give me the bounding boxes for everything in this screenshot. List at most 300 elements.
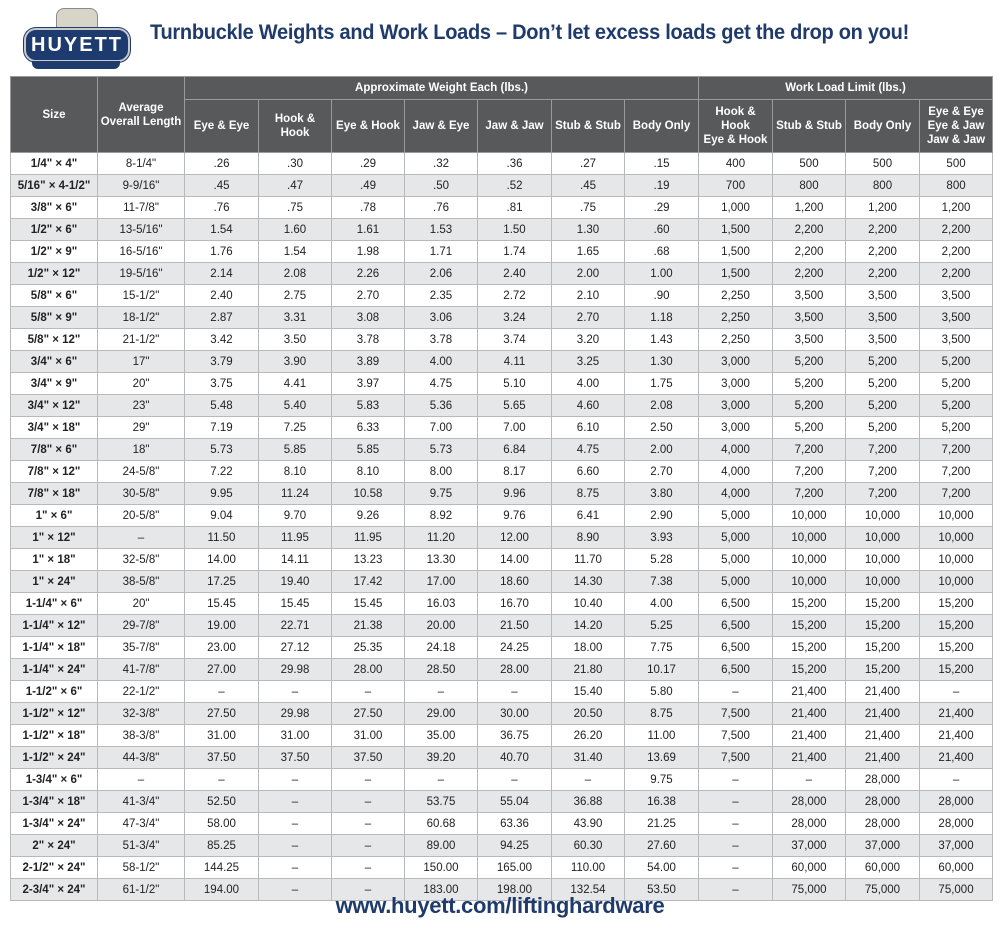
wll-cell: 5,200 — [846, 373, 920, 395]
table-row — [11, 769, 993, 791]
size-cell: 1-1/2" × 24" — [11, 747, 98, 769]
table-row — [11, 791, 993, 813]
weight-cell: 11.00 — [625, 725, 699, 747]
wll-cell: 10,000 — [920, 527, 993, 549]
size-cell: 7/8" × 6" — [11, 439, 98, 461]
weight-cell: 4.00 — [552, 373, 625, 395]
weight-cell: .19 — [625, 175, 699, 197]
weight-cell: – — [185, 769, 259, 791]
wll-cell: 21,400 — [846, 725, 920, 747]
weight-cell: 1.54 — [259, 241, 332, 263]
wll-cell: – — [699, 813, 773, 835]
length-cell: 41-7/8" — [98, 659, 185, 681]
wll-cell: 7,200 — [920, 461, 993, 483]
weight-cell: 5.65 — [478, 395, 552, 417]
weight-cell: 9.26 — [332, 505, 405, 527]
weight-cell: 94.25 — [478, 835, 552, 857]
weight-cell: 12.00 — [478, 527, 552, 549]
weight-cell: .27 — [552, 153, 625, 175]
wll-cell: – — [773, 769, 846, 791]
weight-cell: 54.00 — [625, 857, 699, 879]
wll-cell: 400 — [699, 153, 773, 175]
table-row — [11, 351, 993, 373]
wll-cell: 15,200 — [773, 659, 846, 681]
wll-cell: 2,200 — [773, 241, 846, 263]
wll-cell: 7,500 — [699, 725, 773, 747]
weight-cell: 2.08 — [259, 263, 332, 285]
weight-cell: .81 — [478, 197, 552, 219]
weight-cell: 3.93 — [625, 527, 699, 549]
weight-cell: 2.26 — [332, 263, 405, 285]
weight-cell: 4.75 — [552, 439, 625, 461]
wll-cell: 2,200 — [920, 263, 993, 285]
wll-cell: 21,400 — [920, 725, 993, 747]
weight-cell: 35.00 — [405, 725, 478, 747]
weight-cell: 183.00 — [405, 879, 478, 901]
weight-cell: 1.65 — [552, 241, 625, 263]
weight-cell: 1.50 — [478, 219, 552, 241]
weight-cell: 27.00 — [185, 659, 259, 681]
weight-cell: .90 — [625, 285, 699, 307]
weight-cell: 6.10 — [552, 417, 625, 439]
length-cell: 22-1/2" — [98, 681, 185, 703]
wll-cell: 3,000 — [699, 351, 773, 373]
header-weight-jaw-jaw: Jaw & Jaw — [478, 100, 552, 153]
length-cell: 18" — [98, 439, 185, 461]
size-cell: 1-1/4" × 24" — [11, 659, 98, 681]
wll-cell: 5,000 — [699, 571, 773, 593]
weight-cell: 3.97 — [332, 373, 405, 395]
weight-cell: 1.53 — [405, 219, 478, 241]
table-row — [11, 175, 993, 197]
weight-cell: – — [478, 769, 552, 791]
weight-cell: 1.71 — [405, 241, 478, 263]
weight-cell: 150.00 — [405, 857, 478, 879]
length-cell: 19-5/16" — [98, 263, 185, 285]
size-cell: 1-3/4" × 24" — [11, 813, 98, 835]
weight-cell: 4.60 — [552, 395, 625, 417]
weight-cell: 43.90 — [552, 813, 625, 835]
wll-cell: 15,200 — [920, 659, 993, 681]
weight-cell: 53.50 — [625, 879, 699, 901]
weight-cell: 7.19 — [185, 417, 259, 439]
weight-cell: .49 — [332, 175, 405, 197]
wll-cell: 500 — [920, 153, 993, 175]
size-cell: 1-1/2" × 6" — [11, 681, 98, 703]
wll-cell: 2,250 — [699, 307, 773, 329]
size-cell: 7/8" × 12" — [11, 461, 98, 483]
weight-cell: – — [259, 791, 332, 813]
weight-cell: 7.25 — [259, 417, 332, 439]
weight-cell: 2.75 — [259, 285, 332, 307]
wll-cell: 21,400 — [773, 725, 846, 747]
table-row — [11, 395, 993, 417]
length-cell: 44-3/8" — [98, 747, 185, 769]
weight-cell: 26.20 — [552, 725, 625, 747]
weight-cell: 2.70 — [625, 461, 699, 483]
weight-cell: 8.75 — [625, 703, 699, 725]
weight-cell: 60.30 — [552, 835, 625, 857]
table-row — [11, 417, 993, 439]
weight-cell: 3.42 — [185, 329, 259, 351]
weight-cell: 14.30 — [552, 571, 625, 593]
weight-cell: 14.11 — [259, 549, 332, 571]
weight-cell: 5.48 — [185, 395, 259, 417]
weight-cell: 37.50 — [259, 747, 332, 769]
weight-cell: 1.18 — [625, 307, 699, 329]
weight-cell: 22.71 — [259, 615, 332, 637]
weight-cell: 11.70 — [552, 549, 625, 571]
size-cell: 1/4" × 4" — [11, 153, 98, 175]
wll-cell: 4,000 — [699, 439, 773, 461]
wll-cell: 10,000 — [773, 505, 846, 527]
table-row — [11, 747, 993, 769]
weight-cell: 2.40 — [185, 285, 259, 307]
weight-cell: 1.43 — [625, 329, 699, 351]
wll-cell: 37,000 — [773, 835, 846, 857]
weight-cell: 4.75 — [405, 373, 478, 395]
weight-cell: 11.95 — [332, 527, 405, 549]
weight-cell: 2.06 — [405, 263, 478, 285]
length-cell: 18-1/2" — [98, 307, 185, 329]
header-weight-jaw-eye: Jaw & Eye — [405, 100, 478, 153]
weight-cell: 8.17 — [478, 461, 552, 483]
weight-cell: .15 — [625, 153, 699, 175]
table-row — [11, 307, 993, 329]
weight-cell: 29.98 — [259, 703, 332, 725]
weight-cell: 9.70 — [259, 505, 332, 527]
weight-cell: 1.74 — [478, 241, 552, 263]
wll-cell: 10,000 — [920, 549, 993, 571]
weight-cell: .52 — [478, 175, 552, 197]
table-row — [11, 241, 993, 263]
length-cell: 29" — [98, 417, 185, 439]
size-cell: 7/8" × 18" — [11, 483, 98, 505]
weight-cell: 3.20 — [552, 329, 625, 351]
length-cell: 13-5/16" — [98, 219, 185, 241]
weight-cell: 53.75 — [405, 791, 478, 813]
weight-cell: 5.10 — [478, 373, 552, 395]
wll-cell: 1,200 — [846, 197, 920, 219]
length-cell: 23" — [98, 395, 185, 417]
weight-cell: – — [405, 681, 478, 703]
length-cell: 61-1/2" — [98, 879, 185, 901]
table-row — [11, 219, 993, 241]
weight-cell: 5.36 — [405, 395, 478, 417]
weight-cell: 21.80 — [552, 659, 625, 681]
weight-cell: – — [405, 769, 478, 791]
wll-cell: – — [699, 857, 773, 879]
weight-cell: 3.74 — [478, 329, 552, 351]
weight-cell: 5.83 — [332, 395, 405, 417]
weight-cell: 3.75 — [185, 373, 259, 395]
weight-cell: – — [332, 835, 405, 857]
wll-cell: 3,000 — [699, 395, 773, 417]
wll-cell: 2,200 — [846, 219, 920, 241]
table-row — [11, 527, 993, 549]
weight-cell: 52.50 — [185, 791, 259, 813]
wll-cell: – — [920, 769, 993, 791]
weight-cell: 20.00 — [405, 615, 478, 637]
weight-cell: 194.00 — [185, 879, 259, 901]
weight-cell: 58.00 — [185, 813, 259, 835]
weight-cell: 5.40 — [259, 395, 332, 417]
wll-cell: 5,000 — [699, 527, 773, 549]
header-wll-hook-hook-eye-hook: Hook & Hook Eye & Hook — [699, 100, 773, 153]
weight-cell: 9.95 — [185, 483, 259, 505]
weight-cell: 21.25 — [625, 813, 699, 835]
weight-cell: 15.45 — [259, 593, 332, 615]
table-row — [11, 615, 993, 637]
wll-cell: 1,200 — [773, 197, 846, 219]
size-cell: 1-1/4" × 6" — [11, 593, 98, 615]
weight-cell: 31.40 — [552, 747, 625, 769]
wll-cell: 5,200 — [773, 395, 846, 417]
length-cell: 21-1/2" — [98, 329, 185, 351]
weight-cell: 6.33 — [332, 417, 405, 439]
wll-cell: 15,200 — [846, 593, 920, 615]
size-cell: 3/4" × 6" — [11, 351, 98, 373]
wll-cell: 15,200 — [846, 659, 920, 681]
weight-cell: 25.35 — [332, 637, 405, 659]
table-row — [11, 153, 993, 175]
wll-cell: 3,500 — [773, 329, 846, 351]
weight-cell: 4.00 — [405, 351, 478, 373]
weight-cell: 4.41 — [259, 373, 332, 395]
weight-cell: 27.50 — [185, 703, 259, 725]
wll-cell: 1,000 — [699, 197, 773, 219]
table-row — [11, 681, 993, 703]
weight-cell: 8.75 — [552, 483, 625, 505]
weight-cell: 5.28 — [625, 549, 699, 571]
weight-cell: 15.45 — [332, 593, 405, 615]
wll-cell: 15,200 — [773, 615, 846, 637]
wll-cell: 3,000 — [699, 373, 773, 395]
wll-cell: 5,200 — [920, 351, 993, 373]
weight-cell: 29.00 — [405, 703, 478, 725]
wll-cell: 500 — [846, 153, 920, 175]
wll-cell: 28,000 — [846, 791, 920, 813]
weight-cell: .29 — [332, 153, 405, 175]
weight-cell: .45 — [552, 175, 625, 197]
weight-cell: .75 — [259, 197, 332, 219]
wll-cell: 15,200 — [920, 615, 993, 637]
weight-cell: 16.03 — [405, 593, 478, 615]
size-cell: 1/2" × 9" — [11, 241, 98, 263]
weight-cell: 3.90 — [259, 351, 332, 373]
weight-cell: 2.08 — [625, 395, 699, 417]
wll-cell: 7,200 — [846, 439, 920, 461]
weight-cell: 55.04 — [478, 791, 552, 813]
wll-cell: 7,200 — [846, 483, 920, 505]
weight-cell: 7.00 — [405, 417, 478, 439]
size-cell: 2" × 24" — [11, 835, 98, 857]
size-cell: 2-3/4" × 24" — [11, 879, 98, 901]
wll-cell: 10,000 — [773, 571, 846, 593]
weight-cell: .36 — [478, 153, 552, 175]
weight-cell: 27.12 — [259, 637, 332, 659]
wll-cell: 15,200 — [920, 637, 993, 659]
weight-cell: 11.95 — [259, 527, 332, 549]
wll-cell: 2,200 — [773, 219, 846, 241]
length-cell: 17" — [98, 351, 185, 373]
weight-cell: .50 — [405, 175, 478, 197]
weight-cell: 63.36 — [478, 813, 552, 835]
weight-cell: 3.25 — [552, 351, 625, 373]
weight-cell: – — [259, 857, 332, 879]
wll-cell: 21,400 — [920, 703, 993, 725]
weight-cell: – — [259, 835, 332, 857]
weight-cell: 1.75 — [625, 373, 699, 395]
weight-cell: 20.50 — [552, 703, 625, 725]
header-size: Size — [11, 77, 98, 153]
table-row — [11, 373, 993, 395]
header-wll-body-only: Body Only — [846, 100, 920, 153]
wll-cell: 800 — [773, 175, 846, 197]
weight-cell: 165.00 — [478, 857, 552, 879]
wll-cell: 3,000 — [699, 417, 773, 439]
table-row — [11, 329, 993, 351]
wll-cell: 10,000 — [846, 505, 920, 527]
length-cell: 11-7/8" — [98, 197, 185, 219]
wll-cell: 5,200 — [920, 373, 993, 395]
size-cell: 2-1/2" × 24" — [11, 857, 98, 879]
wll-cell: 21,400 — [846, 703, 920, 725]
wll-cell: – — [699, 681, 773, 703]
weight-cell: – — [259, 879, 332, 901]
wll-cell: 15,200 — [773, 593, 846, 615]
length-cell: 51-3/4" — [98, 835, 185, 857]
header-wll-stub-stub: Stub & Stub — [773, 100, 846, 153]
weight-cell: – — [259, 769, 332, 791]
weight-cell: .68 — [625, 241, 699, 263]
size-cell: 5/8" × 12" — [11, 329, 98, 351]
weight-cell: 5.73 — [185, 439, 259, 461]
wll-cell: 5,200 — [773, 351, 846, 373]
weight-cell: 6.60 — [552, 461, 625, 483]
size-cell: 1" × 6" — [11, 505, 98, 527]
weight-cell: 13.30 — [405, 549, 478, 571]
weight-cell: 2.40 — [478, 263, 552, 285]
weight-cell: 36.75 — [478, 725, 552, 747]
huyett-logo — [22, 8, 130, 70]
wll-cell: 75,000 — [773, 879, 846, 901]
weight-cell: 2.10 — [552, 285, 625, 307]
wll-cell: 3,500 — [920, 307, 993, 329]
wll-cell: 6,500 — [699, 659, 773, 681]
weight-cell: 19.00 — [185, 615, 259, 637]
wll-cell: 5,200 — [920, 417, 993, 439]
table-row — [11, 571, 993, 593]
size-cell: 1-1/4" × 18" — [11, 637, 98, 659]
wll-cell: 1,200 — [920, 197, 993, 219]
footer-url[interactable]: www.huyett.com/liftinghardware — [335, 893, 665, 918]
weight-cell: 3.24 — [478, 307, 552, 329]
weight-cell: .26 — [185, 153, 259, 175]
weight-cell: 28.00 — [332, 659, 405, 681]
weight-cell: 24.25 — [478, 637, 552, 659]
wll-cell: 3,500 — [846, 307, 920, 329]
size-cell: 5/16" × 4-1/2" — [11, 175, 98, 197]
weight-cell: – — [552, 769, 625, 791]
weight-cell: 1.00 — [625, 263, 699, 285]
size-cell: 1" × 18" — [11, 549, 98, 571]
table-row — [11, 505, 993, 527]
weight-cell: 2.90 — [625, 505, 699, 527]
table-row — [11, 285, 993, 307]
wll-cell: 21,400 — [846, 681, 920, 703]
weight-cell: 198.00 — [478, 879, 552, 901]
length-cell: – — [98, 527, 185, 549]
weight-cell: 7.75 — [625, 637, 699, 659]
length-cell: 58-1/2" — [98, 857, 185, 879]
weight-cell: 3.08 — [332, 307, 405, 329]
weight-cell: 11.20 — [405, 527, 478, 549]
weight-cell: 9.75 — [405, 483, 478, 505]
wll-cell: 6,500 — [699, 637, 773, 659]
length-cell: 20" — [98, 593, 185, 615]
weight-cell: 28.50 — [405, 659, 478, 681]
size-cell: 3/4" × 12" — [11, 395, 98, 417]
weight-cell: 37.50 — [332, 747, 405, 769]
weight-cell: 3.80 — [625, 483, 699, 505]
wll-cell: 21,400 — [773, 681, 846, 703]
table-row — [11, 483, 993, 505]
wll-cell: 4,000 — [699, 461, 773, 483]
weight-cell: 37.50 — [185, 747, 259, 769]
header-length: Average Overall Length — [98, 77, 185, 153]
weight-cell: 1.60 — [259, 219, 332, 241]
table-row — [11, 549, 993, 571]
weight-cell: 8.00 — [405, 461, 478, 483]
table-row — [11, 703, 993, 725]
wll-cell: 800 — [846, 175, 920, 197]
wll-cell: 10,000 — [846, 549, 920, 571]
wll-cell: 2,250 — [699, 329, 773, 351]
weight-cell: 11.50 — [185, 527, 259, 549]
wll-cell: 2,250 — [699, 285, 773, 307]
weight-cell: 17.00 — [405, 571, 478, 593]
wll-cell: 5,000 — [699, 505, 773, 527]
weight-cell: 5.73 — [405, 439, 478, 461]
weight-cell: 13.69 — [625, 747, 699, 769]
weight-cell: 3.31 — [259, 307, 332, 329]
weight-cell: .32 — [405, 153, 478, 175]
weight-cell: 3.89 — [332, 351, 405, 373]
size-cell: 1-3/4" × 18" — [11, 791, 98, 813]
weight-cell: 3.50 — [259, 329, 332, 351]
weight-cell: 8.10 — [332, 461, 405, 483]
weight-cell: 17.42 — [332, 571, 405, 593]
wll-cell: 60,000 — [773, 857, 846, 879]
weight-cell: .76 — [185, 197, 259, 219]
wll-cell: 6,500 — [699, 615, 773, 637]
weight-cell: 5.80 — [625, 681, 699, 703]
header-weight-stub-stub: Stub & Stub — [552, 100, 625, 153]
length-cell: 32-3/8" — [98, 703, 185, 725]
table-row — [11, 439, 993, 461]
wll-cell: 28,000 — [920, 791, 993, 813]
weight-cell: 14.00 — [478, 549, 552, 571]
weight-cell: .75 — [552, 197, 625, 219]
length-cell: 29-7/8" — [98, 615, 185, 637]
wll-cell: 28,000 — [773, 791, 846, 813]
weight-cell: 89.00 — [405, 835, 478, 857]
weight-cell: 1.61 — [332, 219, 405, 241]
weight-cell: 2.35 — [405, 285, 478, 307]
length-cell: 20" — [98, 373, 185, 395]
weight-cell: 15.45 — [185, 593, 259, 615]
